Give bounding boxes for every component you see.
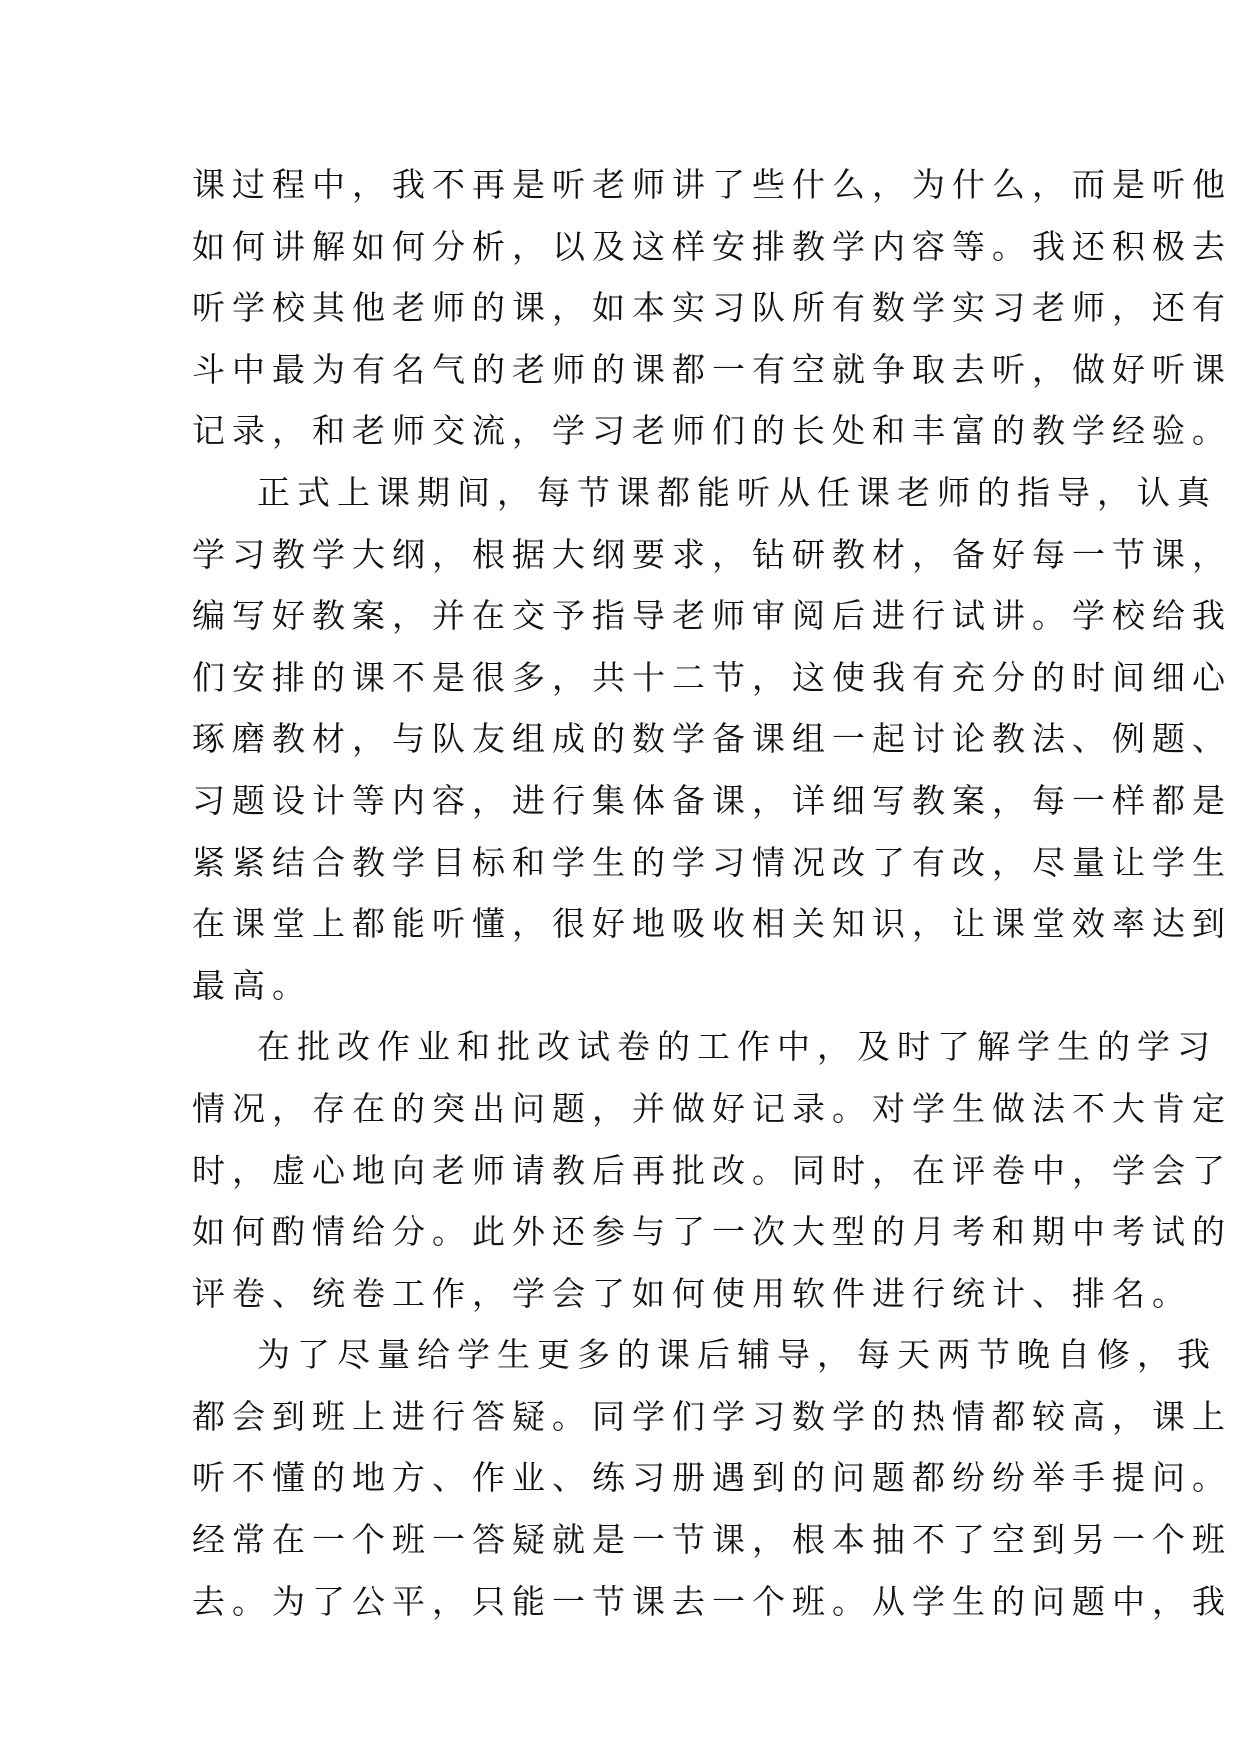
text-line: 听不懂的地方、作业、练习册遇到的问题都纷纷举手提问。 bbox=[192, 1458, 1232, 1498]
text-line: 如何酌情给分。此外还参与了一次大型的月考和期中考试的 bbox=[192, 1212, 1232, 1252]
text-line: 听学校其他老师的课，如本实习队所有数学实习老师，还有 bbox=[192, 288, 1232, 328]
text-line: 评卷、统卷工作，学会了如何使用软件进行统计、排名。 bbox=[192, 1273, 1192, 1313]
text-line: 在课堂上都能听懂，很好地吸收相关知识，让课堂效率达到 bbox=[192, 904, 1232, 944]
text-line: 习题设计等内容，进行集体备课，详细写教案，每一样都是 bbox=[192, 780, 1232, 820]
text-line: 去。为了公平，只能一节课去一个班。从学生的问题中，我 bbox=[192, 1581, 1232, 1621]
text-line: 们安排的课不是很多，共十二节，这使我有充分的时间细心 bbox=[192, 657, 1232, 697]
text-line: 情况，存在的突出问题，并做好记录。对学生做法不大肯定 bbox=[192, 1088, 1232, 1128]
text-line: 编写好教案，并在交予指导老师审阅后进行试讲。学校给我 bbox=[192, 596, 1232, 636]
paragraph-first-line: 为了尽量给学生更多的课后辅导，每天两节晚自修，我 bbox=[257, 1335, 1217, 1375]
text-line: 记录，和老师交流，学习老师们的长处和丰富的教学经验。 bbox=[192, 411, 1232, 451]
paragraph-first-line: 正式上课期间，每节课都能听从任课老师的指导，认真 bbox=[257, 472, 1217, 512]
text-line: 学习教学大纲，根据大纲要求，钻研教材，备好每一节课， bbox=[192, 534, 1232, 574]
text-line: 琢磨教材，与队友组成的数学备课组一起讨论教法、例题、 bbox=[192, 719, 1232, 759]
text-line: 斗中最为有名气的老师的课都一有空就争取去听，做好听课 bbox=[192, 349, 1232, 389]
text-line: 如何讲解如何分析，以及这样安排教学内容等。我还积极去 bbox=[192, 226, 1232, 266]
text-line: 时，虚心地向老师请教后再批改。同时，在评卷中，学会了 bbox=[192, 1150, 1232, 1190]
text-line: 经常在一个班一答疑就是一节课，根本抽不了空到另一个班 bbox=[192, 1520, 1232, 1560]
text-line: 紧紧结合教学目标和学生的学习情况改了有改，尽量让学生 bbox=[192, 842, 1232, 882]
body-text bbox=[192, 154, 1232, 1632]
text-line: 都会到班上进行答疑。同学们学习数学的热情都较高，课上 bbox=[192, 1396, 1232, 1436]
text-line: 最高。 bbox=[192, 965, 312, 1005]
text-line: 课过程中，我不再是听老师讲了些什么，为什么，而是听他 bbox=[192, 165, 1232, 204]
paragraph-first-line: 在批改作业和批改试卷的工作中，及时了解学生的学习 bbox=[257, 1027, 1217, 1067]
